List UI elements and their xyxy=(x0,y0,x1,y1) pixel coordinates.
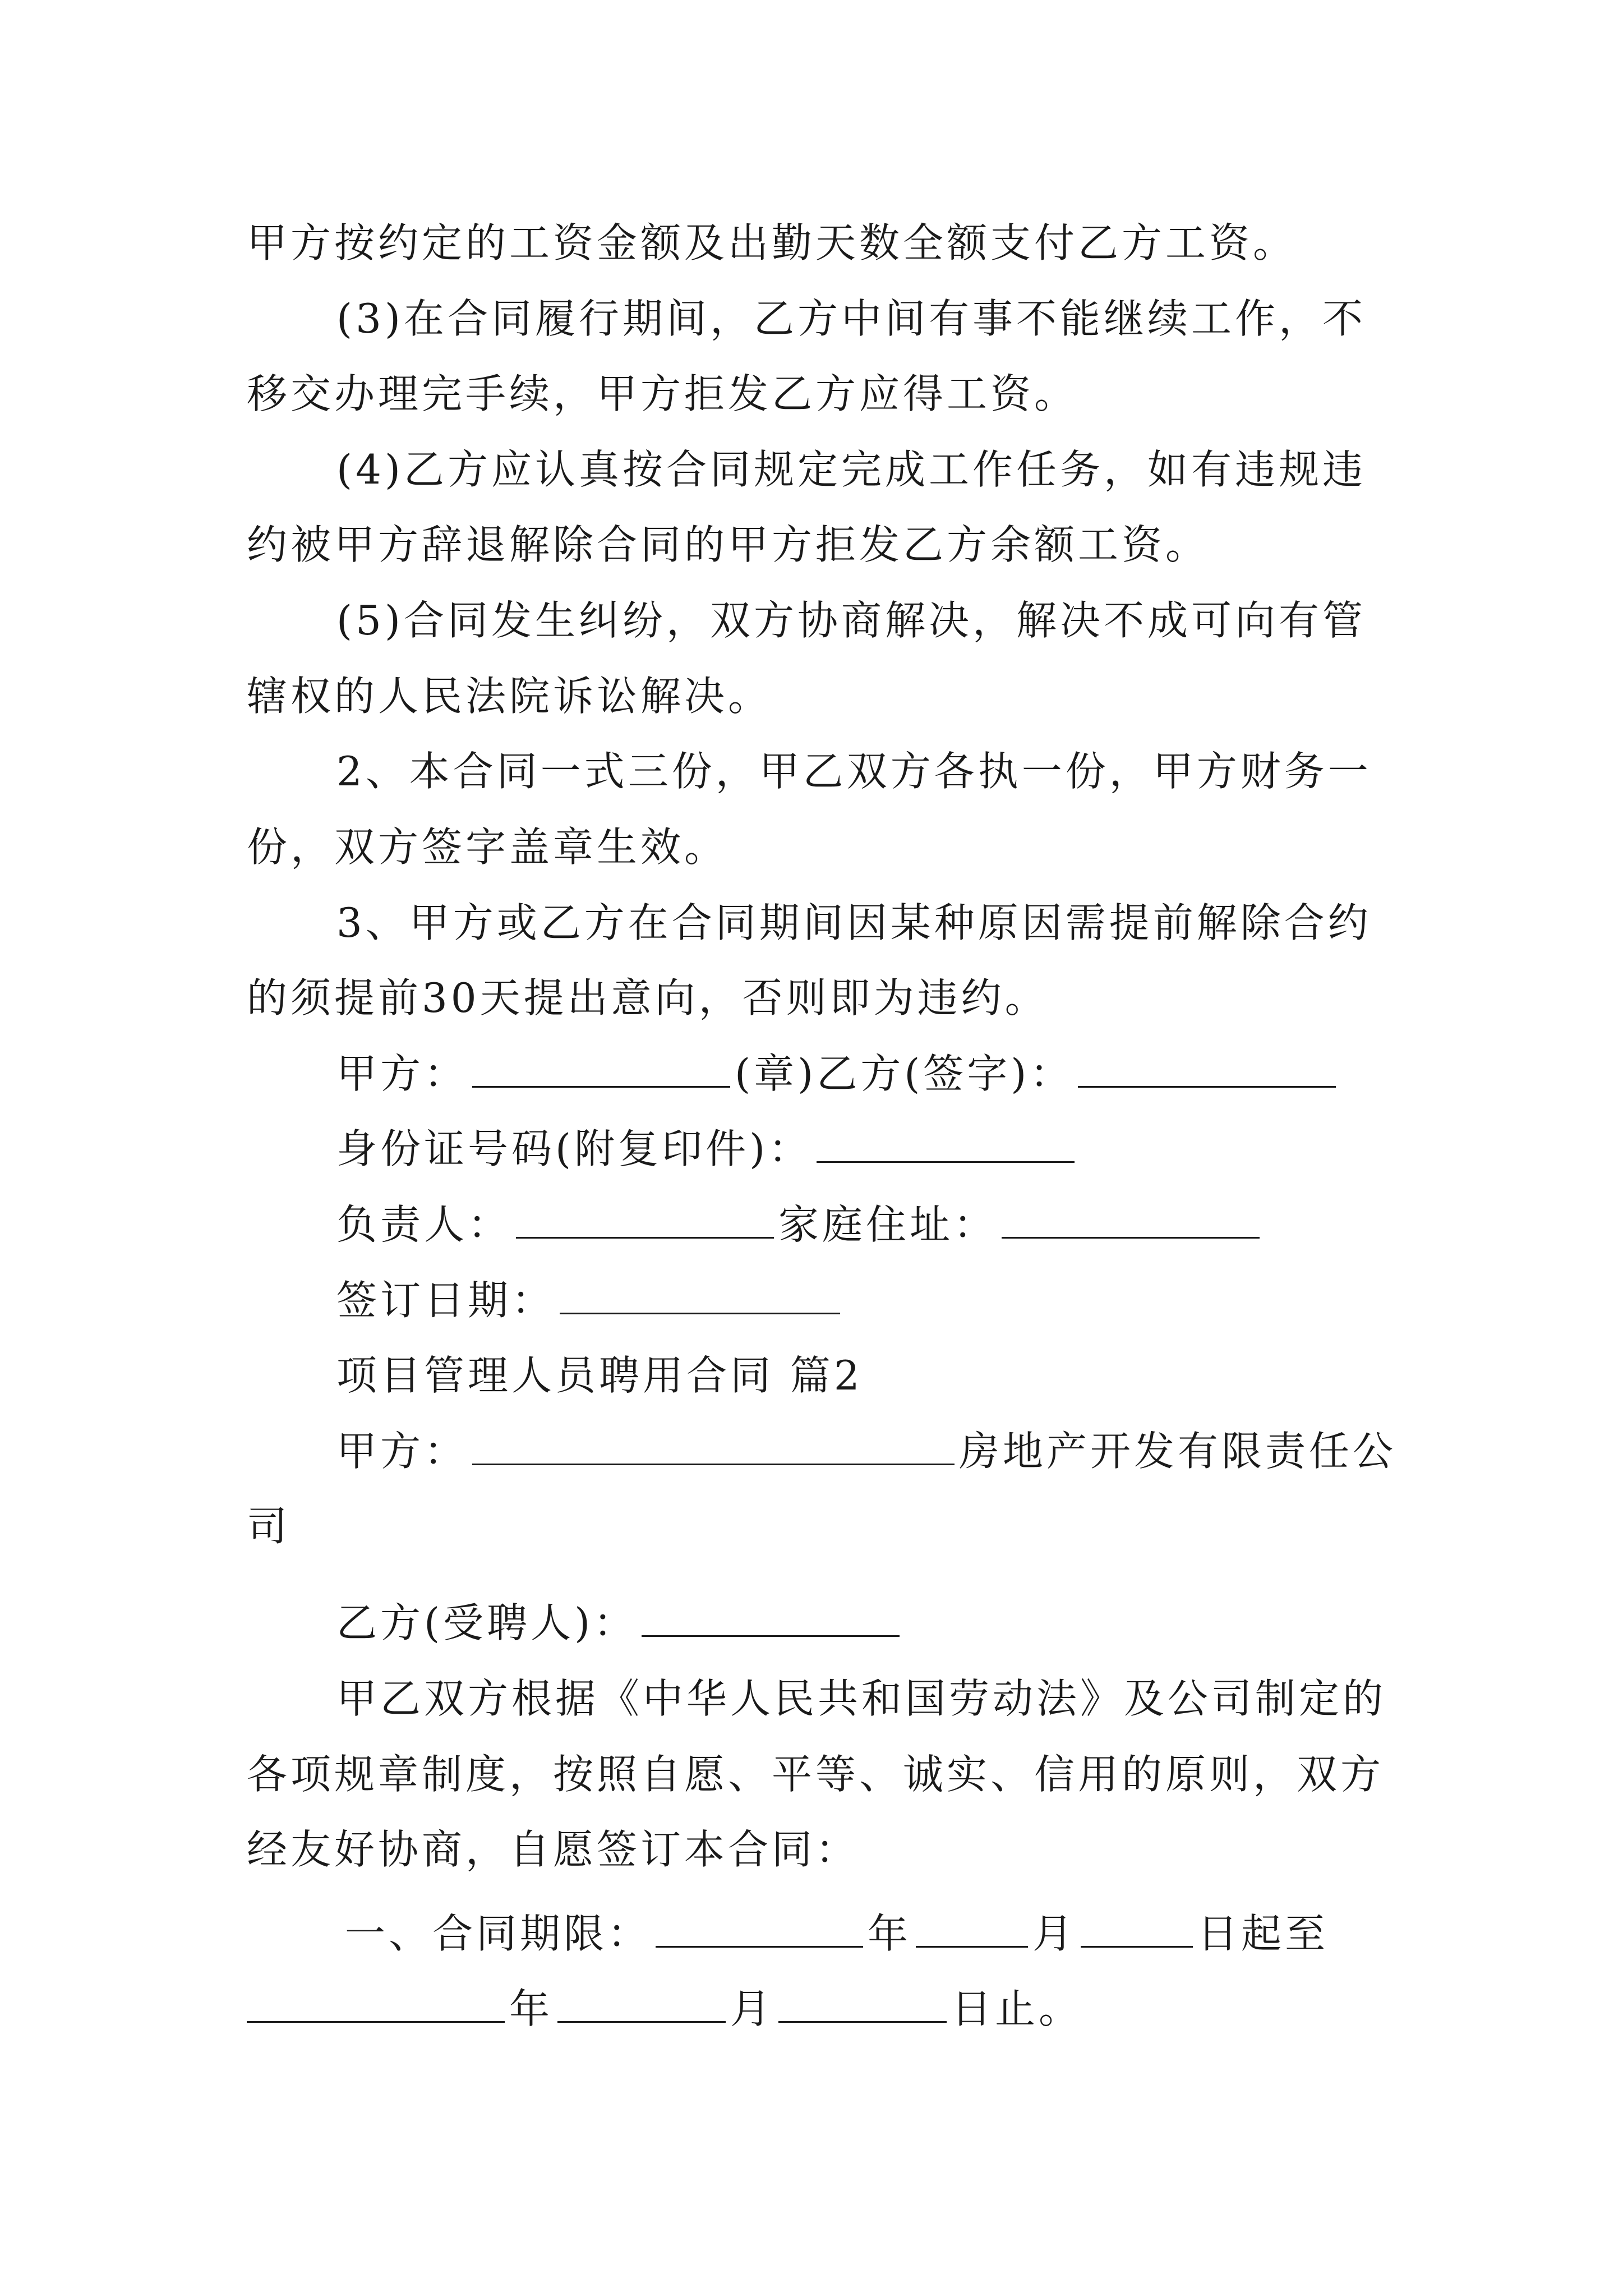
party-a-blank xyxy=(472,1051,730,1088)
term-end-line xyxy=(247,1984,1082,2034)
end-day-blank xyxy=(778,1986,947,2023)
body-line: 的须提前30天提出意向，否则即为违约。 xyxy=(247,974,1049,1022)
employee-label: 乙方(受聘人)： xyxy=(336,1599,638,1646)
day-to-label: 日止。 xyxy=(951,1985,1083,2032)
sign-date-blank xyxy=(560,1278,840,1314)
id-number-line xyxy=(336,1124,1079,1174)
start-month-blank xyxy=(916,1911,1028,1948)
clause-4: (4)乙方应认真按合同规定完成工作任务，如有违规违 xyxy=(336,446,1366,493)
body-line: 约被甲方辞退解除合同的甲方拒发乙方余额工资。 xyxy=(247,521,1210,568)
clause-3: (3)在合同履行期间，乙方中间有事不能继续工作，不 xyxy=(336,295,1366,342)
sign-date-line xyxy=(336,1275,845,1326)
seal-label: (章)乙方(签字)： xyxy=(735,1050,1074,1097)
start-year-blank xyxy=(656,1911,863,1948)
id-number-label: 身份证号码(附复印件)： xyxy=(336,1125,813,1172)
end-year-blank xyxy=(247,1986,505,2023)
end-month-blank xyxy=(557,1986,726,2023)
party-a-label: 甲方： xyxy=(336,1050,468,1097)
intro-line: 甲乙双方根据《中华人民共和国劳动法》及公司制定的 xyxy=(336,1675,1387,1722)
employee-blank xyxy=(642,1600,900,1637)
responsible-person-label: 负责人： xyxy=(336,1201,512,1248)
intro-line: 各项规章制度，按照自愿、平等、诚实、信用的原则，双方 xyxy=(247,1751,1385,1798)
intro-line: 经友好协商，自愿签订本合同： xyxy=(247,1826,860,1873)
sign-date-label: 签订日期： xyxy=(336,1277,556,1324)
month-label: 月 xyxy=(1032,1910,1077,1957)
year-label: 年 xyxy=(868,1910,912,1957)
home-address-label: 家庭住址： xyxy=(778,1201,998,1248)
responsible-person-blank xyxy=(516,1202,774,1239)
person-address-line xyxy=(336,1199,1264,1250)
id-number-blank xyxy=(817,1126,1075,1163)
body-line: 移交办理完手续，甲方拒发乙方应得工资。 xyxy=(247,370,1078,417)
employer-blank xyxy=(472,1429,955,1465)
item-2: 2、本合同一式三份，甲乙双方各执一份，甲方财务一 xyxy=(336,748,1372,795)
employer-line xyxy=(336,1426,1396,1476)
item-3: 3、甲方或乙方在合同期间因某种原因需提前解除合约 xyxy=(336,899,1372,946)
term-line xyxy=(345,1908,1329,1959)
employer-suffix: 房地产开发有限责任公 xyxy=(959,1428,1397,1475)
signature-party-line xyxy=(336,1048,1340,1099)
party-b-signature-blank xyxy=(1078,1051,1336,1088)
body-line: 辖权的人民法院诉讼解决。 xyxy=(247,673,772,720)
year-label: 年 xyxy=(509,1985,554,2032)
employer-label: 甲方： xyxy=(336,1428,468,1475)
employee-line xyxy=(336,1598,904,1648)
section-title: 项目管理人员聘用合同 篇2 xyxy=(336,1352,863,1399)
home-address-blank xyxy=(1002,1202,1260,1239)
body-line: 甲方按约定的工资金额及出勤天数全额支付乙方工资。 xyxy=(247,219,1297,266)
clause-5: (5)合同发生纠纷，双方协商解决，解决不成可向有管 xyxy=(336,597,1366,644)
body-line: 份，双方签字盖章生效。 xyxy=(247,823,728,871)
start-day-blank xyxy=(1081,1911,1193,1948)
term-label: 一、合同期限： xyxy=(345,1910,652,1957)
day-from-label: 日起至 xyxy=(1197,1910,1329,1957)
month-label: 月 xyxy=(730,1985,774,2032)
employer-wrap: 司 xyxy=(247,1503,291,1550)
